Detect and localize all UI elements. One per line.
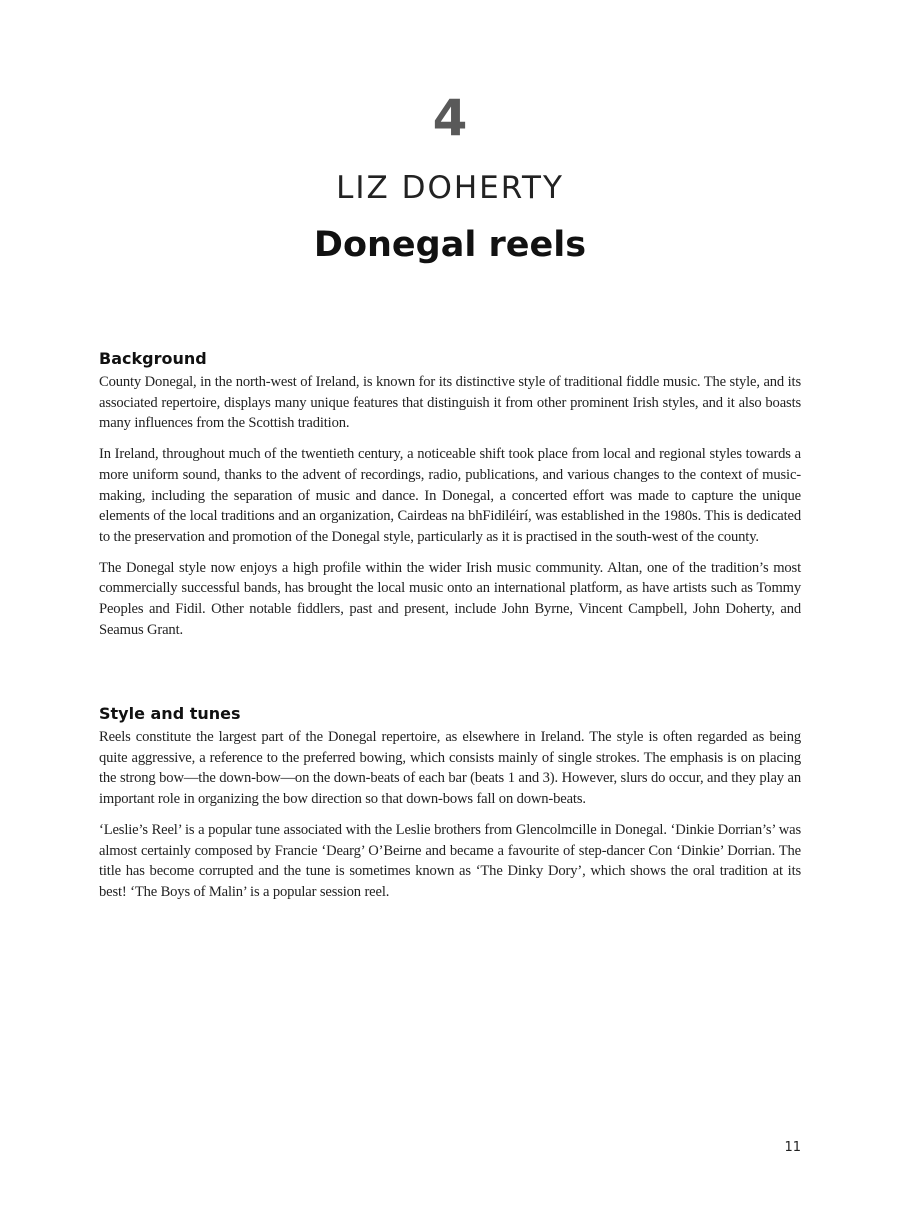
section-heading: Background (99, 349, 207, 368)
paragraph: County Donegal, in the north-west of Ireland, is known for its distinctive style of traditional fiddle music. The style, and its associated repertoire, displays many unique features that distinguish it from other prominent Irish styles, and it also boasts many influences from the Scottish tradition. (99, 374, 801, 432)
section-heading: Style and tunes (99, 704, 241, 723)
paragraph: The Donegal style now enjoys a high profile within the wider Irish music community. Altan, one of the tradition’s most commercially successful bands, has brought the local music onto an international platform, as have artists such as Tommy Peoples and Fidil. Other notable fiddlers, past and present, include John Byrne, Vincent Campbell, John Doherty, and Seamus Grant. (99, 559, 801, 638)
chapter-number: 4 (432, 89, 468, 147)
section-background (99, 348, 801, 650)
chapter-author: LIZ DOHERTY (336, 170, 564, 206)
paragraph: In Ireland, throughout much of the twentieth century, a noticeable shift took place from local and regional styles towards a more uniform sound, thanks to the advent of recordings, radio, publications, and various changes to the context of music-making, including the separation of music and dance. In Donegal, a concerted effort was made to capture the unique elements of the local traditions and an organization, Cairdeas na bhFidiléirí, was established in the 1980s. This is dedicated to the preservation and promotion of the Donegal style, particularly as it is practised in the south-west of the county. (99, 446, 801, 545)
page-number: 11 (784, 1140, 801, 1155)
chapter-title: Donegal reels (313, 225, 587, 265)
section-style-and-tunes (99, 703, 801, 913)
paragraph: ‘Leslie’s Reel’ is a popular tune associated with the Leslie brothers from Glencolmcille in Donegal. ‘Dinkie Dorrian’s’ was almost certainly composed by Francie ‘Dearg’ O’Beirne and became a favourite of step-dancer Con ‘Dinkie’ Dorrian. The title has become corrupted and the tune is sometimes known as ‘The Dinky Dory’, which shows the oral tradition at its best! ‘The Boys of Malin’ is a popular session reel. (99, 821, 801, 900)
paragraph: Reels constitute the largest part of the Donegal repertoire, as elsewhere in Ireland. The style is often regarded as being quite aggressive, a reference to the preferred bowing, which consists mainly of single strokes. The emphasis is on placing the strong bow—the down-bow—on the down-beats of each bar (beats 1 and 3). However, slurs do occur, and they play an important role in organizing the bow direction so that down-bows fall on down-beats. (99, 729, 801, 808)
